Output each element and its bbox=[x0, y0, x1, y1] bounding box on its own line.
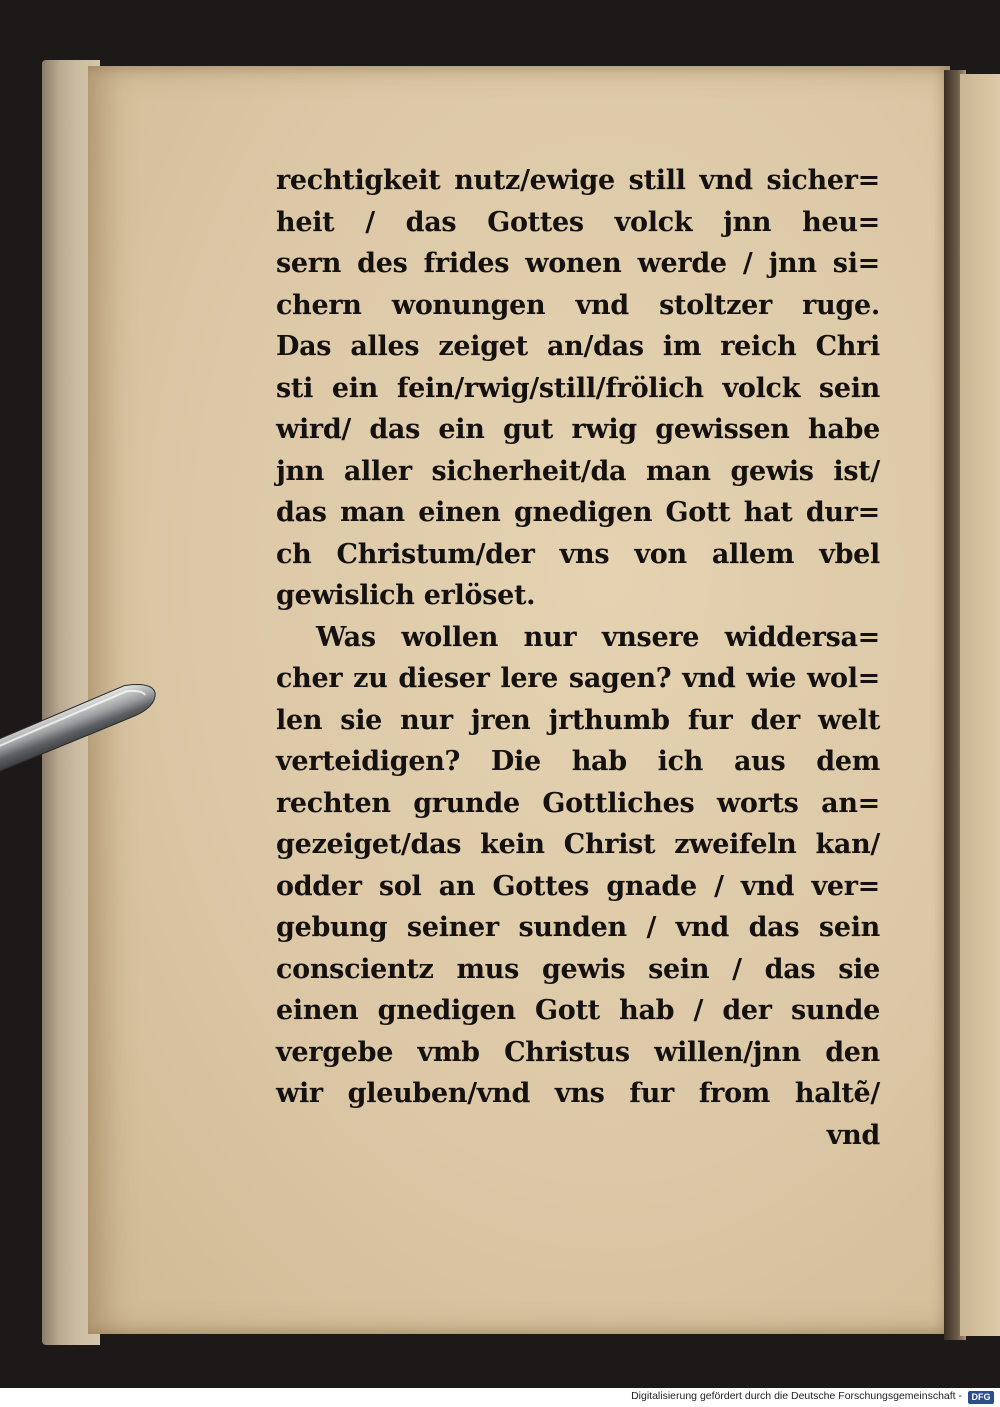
funding-notice: Digitalisierung gefördert durch die Deutsche Forschungsgemeinschaft - bbox=[631, 1390, 962, 1402]
text-line: cher zu dieser lere sagen? vnd wie wol= bbox=[276, 663, 880, 694]
page-text bbox=[276, 160, 880, 1156]
text-line: das man einen gnedigen Gott hat dur= bbox=[276, 497, 880, 528]
catchword: vnd bbox=[826, 1119, 880, 1151]
text-line: wird/ das ein gut rwig gewissen habe bbox=[276, 414, 880, 445]
text-line: len sie nur jren jrthumb fur der welt bbox=[276, 704, 880, 736]
text-line: odder sol an Gottes gnade / vnd ver= bbox=[276, 870, 880, 902]
facing-page-edge bbox=[960, 74, 1000, 1336]
text-line: sern des frides wonen werde / jnn si= bbox=[276, 248, 880, 279]
text-line: Was wollen nur vnsere widdersa= bbox=[316, 621, 880, 653]
text-line: sti ein fein/rwig/still/frölich volck sein bbox=[276, 372, 880, 404]
text-line: einen gnedigen Gott hab / der sunde bbox=[276, 995, 880, 1026]
text-line: rechtigkeit nutz/ewige still vnd sicher= bbox=[276, 165, 880, 196]
text-line: wir gleuben/vnd vns fur from haltẽ/ bbox=[276, 1078, 880, 1109]
text-line: ch Christum/der vns von allem vbel bbox=[276, 538, 880, 570]
text-line: Das alles zeiget an/das im reich Chri bbox=[276, 331, 880, 362]
footer-bar bbox=[0, 1388, 1000, 1407]
text-line: rechten grunde Gottliches worts an= bbox=[276, 787, 880, 819]
text-line: heit / das Gottes volck jnn heu= bbox=[276, 206, 880, 238]
text-line: verteidigen? Die hab ich aus dem bbox=[276, 746, 880, 777]
text-line: gebung seiner sunden / vnd das sein bbox=[276, 912, 880, 943]
text-line: gezeiget/das kein Christ zweifeln kan/ bbox=[276, 829, 880, 860]
text-line: vergebe vmb Christus willen/jnn den bbox=[276, 1036, 880, 1068]
text-line: conscientz mus gewis sein / das sie bbox=[276, 953, 880, 985]
text-line: gewislich erlöset. bbox=[276, 580, 536, 611]
text-line: chern wonungen vnd stoltzer ruge. bbox=[276, 289, 880, 321]
dfg-logo: DFG bbox=[968, 1391, 994, 1404]
text-line: jnn aller sicherheit/da man gewis ist/ bbox=[276, 455, 880, 487]
